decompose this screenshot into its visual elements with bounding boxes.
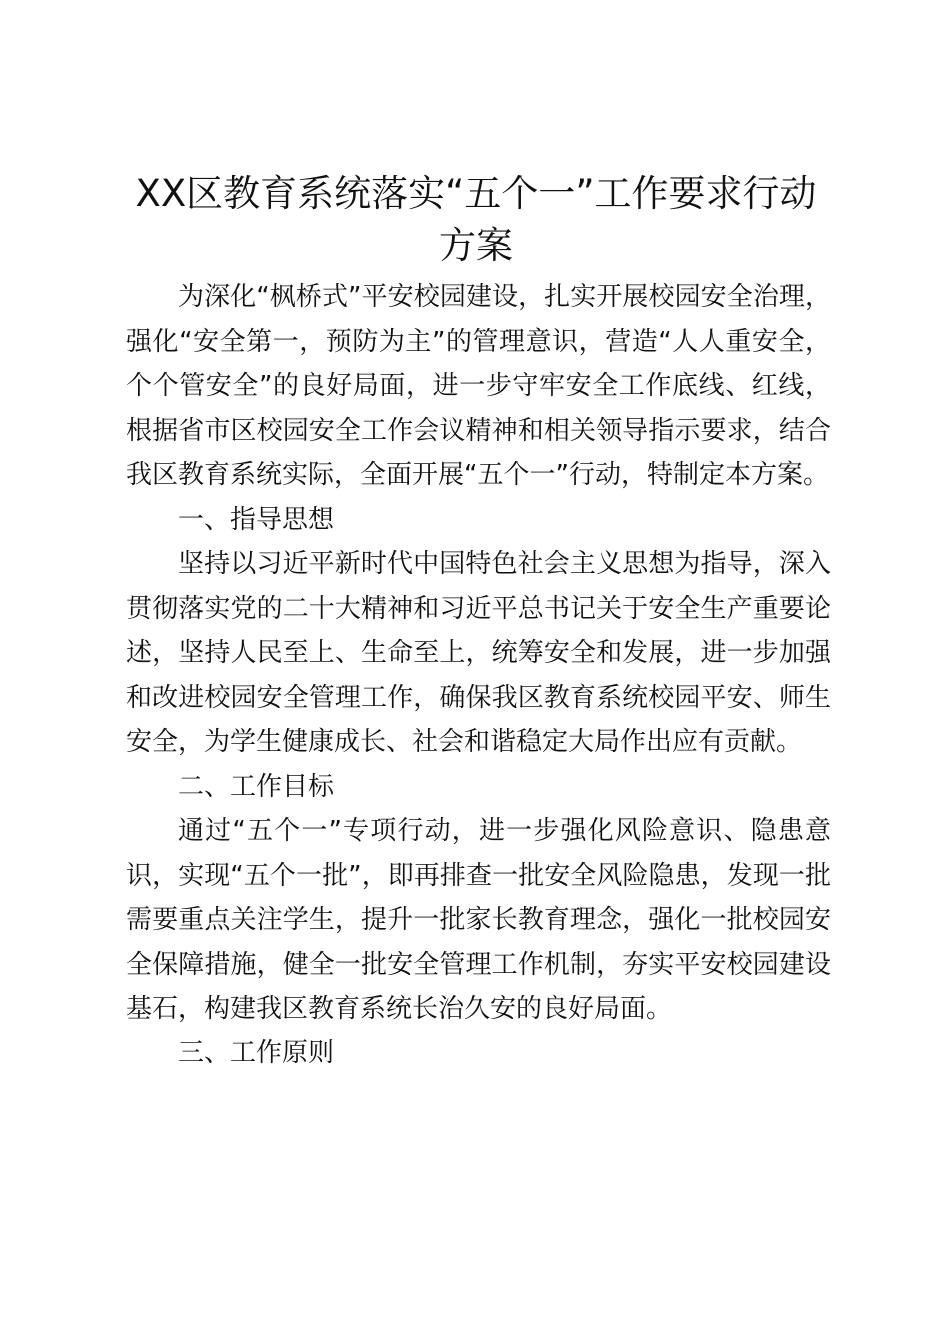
section-paragraph-guiding-ideology: 坚持以习近平新时代中国特色社会主义思想为指导，深入贯彻落实党的二十大精神和习近平总书记关于安全生产重要论述，坚持人民至上、生命至上，统筹安全和发展，进一步加强和改进校园安全管理工作，确保我区教育系统校园平安、师生安全，为学生健康成长、社会和谐稳定大局作出应有贡献。 (126, 549, 831, 757)
section-heading-guiding-ideology: 一、指导思想 (178, 505, 335, 535)
section-heading-work-principles: 三、工作原则 (178, 1038, 335, 1068)
section-heading-work-objectives: 二、工作目标 (178, 772, 335, 802)
intro-paragraph: 为深化“枫桥式”平安校园建设，扎实开展校园安全治理，强化“安全第一，预防为主”的管理意识，营造“人人重安全，个个管安全”的良好局面，进一步守牢安全工作底线、红线，根据省市区校园安全工作会议精神和相关领导指示要求，结合我区教育系统实际，全面开展“五个一”行动，特制定本方案。 (126, 282, 831, 490)
document-title: XX区教育系统落实“五个一”工作要求行动方案 (135, 172, 817, 267)
section-paragraph-work-objectives: 通过“五个一”专项行动，进一步强化风险意识、隐患意识，实现“五个一批”，即再排查一批安全风险隐患，发现一批需要重点关注学生，提升一批家长教育理念，强化一批校园安全保障措施，健全一批安全管理工作机制，夯实平安校园建设基石，构建我区教育系统长治久安的良好局面。 (126, 816, 831, 1024)
